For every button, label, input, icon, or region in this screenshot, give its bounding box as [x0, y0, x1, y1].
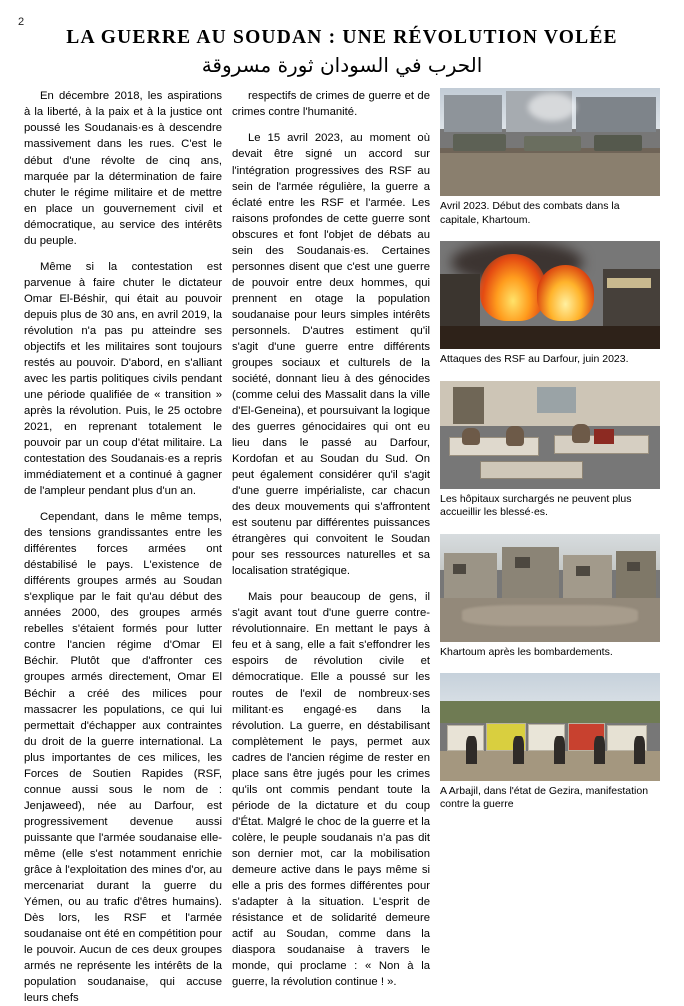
paragraph: Cependant, dans le même temps, des tensions grandissantes entre les différentes forces armées ont déstabilisé le pays. L'existence de différents groupes armés au Soudan s'explique par le fait qu'au début des années 2000, des groupes armés rebelles s'étaient formés pour lutter contre l'ancien régime d'Omar El Béchir. Plutôt que d'affronter ces groupes armés directement, Omar El Béchir a créé des milices pour massacrer les populations, ce qui lui permettait d'échapper aux contraintes du droit de la guerre international. La plus importantes de ces milices, les Forces de Soutien Rapides (RSF, connue aussi sous le nom de : Jenjaweed), née au Darfour, est progressivement devenue aussi puissante que l'armée soudanaise elle-même (elle s'est notamment enrichie grâce à l'exploitation des mines d'or, au mercenariat durant la guerre du Yémen, ou au trafic d'êtres humains). Dès lors, les RSF et l'armée soudanaise ont été en compétition pour le pouvoir. Aucun de ces deux groupes armés ne représente les intérêts de la population soudanaise, qui accuse leurs chefs [24, 511, 222, 1005]
photo-khartoum-combats [440, 88, 660, 196]
figure-attaques-rsf-darfour [440, 241, 660, 366]
photo-attaques-rsf-darfour [440, 241, 660, 349]
paragraph: Mais pour beaucoup de gens, il s'agit avant tout d'une guerre contre-révolutionnaire. En mettant le pays à feu et à sang, elle a fait s'effondrer les espoirs de révolution civile et démocratique. Elle a poussé sur les routes de l'exil de nombreux·ses militant·es engagé·es dans la révolution. La guerre, en déstabilisant complètement le pays, permet aux cadres de l'ancien régime de rester en place sans être jugés pour les crimes qu'ils ont commis pendant toute la période de la dictature et du coup d'État. Malgré le choc de la guerre et la colère, le peuple soudanais n'a pas dit son dernier mot, car la mobilisation demeure active dans le pays même si elle a pris des formes différentes pour s'adapter à la situation. L'esprit de résistance et de solidarité demeure actif au Soudan, comme dans la diaspora soudanaise à travers le monde, qui proclame : « Non à la guerre, la révolution continue ! ». [232, 591, 430, 989]
figure-caption: Les hôpitaux surchargés ne peuvent plus accueillir les blessé·es. [440, 492, 632, 519]
photo-khartoum-bombardements [440, 534, 660, 642]
photo-manifestation-arbajil [440, 673, 660, 781]
paragraph: Le 15 avril 2023, au moment où devait être signé un accord sur l'intégration progressives des RSF au sein de l'armée régulière, la guerre a éclaté entre les RSF et l'armée. Les raisons profondes de cette guerre sont obscures et font l'objet de débats au sein des Soudanais·es. Certaines personnes disent que c'est une guerre de pouvoir entre deux hommes, qui prennent en otage la population soudanaise pour leurs simples intérêts personnels. D'autres estiment qu'il s'agit d'une guerre entre différents groupes sociaux et culturels de la société, donnant lieu à des génocides (comme celui des Massalit dans la ville d'El-Geneina), et poursuivant la logique des guerres génocidaires qui ont eu lieu dans le passé au Darfour, Kordofan et au Soudan du Sud. On peut également considérer qu'il s'agit d'une guerre impérialiste, car chacun des deux mouvements qui s'affrontent est soutenu par différentes puissances étrangères qui convoitent le Soudan pour ses ressources naturelles et sa localisation stratégique. [232, 132, 430, 578]
title-block [24, 26, 660, 78]
figure-caption: Avril 2023. Début des combats dans la capitale, Khartoum. [440, 200, 620, 226]
photo-column [440, 88, 660, 960]
paragraph: En décembre 2018, les aspirations à la liberté, à la paix et à la justice ont poussé les Soudanais·es à descendre massivement dans les rues. C'est le début d'une révolte de cinq ans, marquée par la détermination de faire chuter le régime militaire et de mettre en place un gouvernement civil et démocratique, au service des intérêts du peuple. [24, 90, 222, 247]
figure-manifestation-arbajil [440, 673, 660, 812]
figure-khartoum-bombardements [440, 534, 660, 659]
page-title: LA GUERRE AU SOUDAN : UNE RÉVOLUTION VOLÉE [66, 27, 618, 48]
paragraph: Même si la contestation est parvenue à faire chuter le dictateur Omar El-Béshir, qui était au pouvoir depuis plus de 30 ans, en avril 2019, la révolution n'a pas pu atteindre ses objectifs et les militaires sont toujours restés au pouvoir. D'abord, en s'alliant avec les partis politiques civils pendant une période qualifiée de « transition » après la révolution. Puis, le 25 octobre 2021, en reprenant totalement le pouvoir par un coup d'état militaire. La contestation des Soudanais·es a repris immédiatement et a continué à gagner de l'ampleur pendant plus d'un an. [24, 260, 222, 498]
figure-hopitaux-surcharges [440, 381, 660, 520]
photo-hopitaux-surcharges [440, 381, 660, 489]
page-title-arabic: الحرب في السودان ثورة مسروقة [201, 53, 483, 78]
figure-caption: Attaques des RSF au Darfour, juin 2023. [440, 353, 629, 366]
text-column-2 [232, 88, 440, 989]
text-column-1 [24, 88, 232, 1005]
figure-caption: Khartoum après les bombardements. [440, 645, 613, 658]
figure-khartoum-combats [440, 88, 660, 227]
paragraph: respectifs de crimes de guerre et de crimes contre l'humanité. [232, 90, 430, 119]
article-columns [24, 88, 660, 1005]
page-number: 2 [18, 16, 25, 28]
figure-caption: A Arbajil, dans l'état de Gezira, manifestation contre la guerre [440, 785, 649, 811]
